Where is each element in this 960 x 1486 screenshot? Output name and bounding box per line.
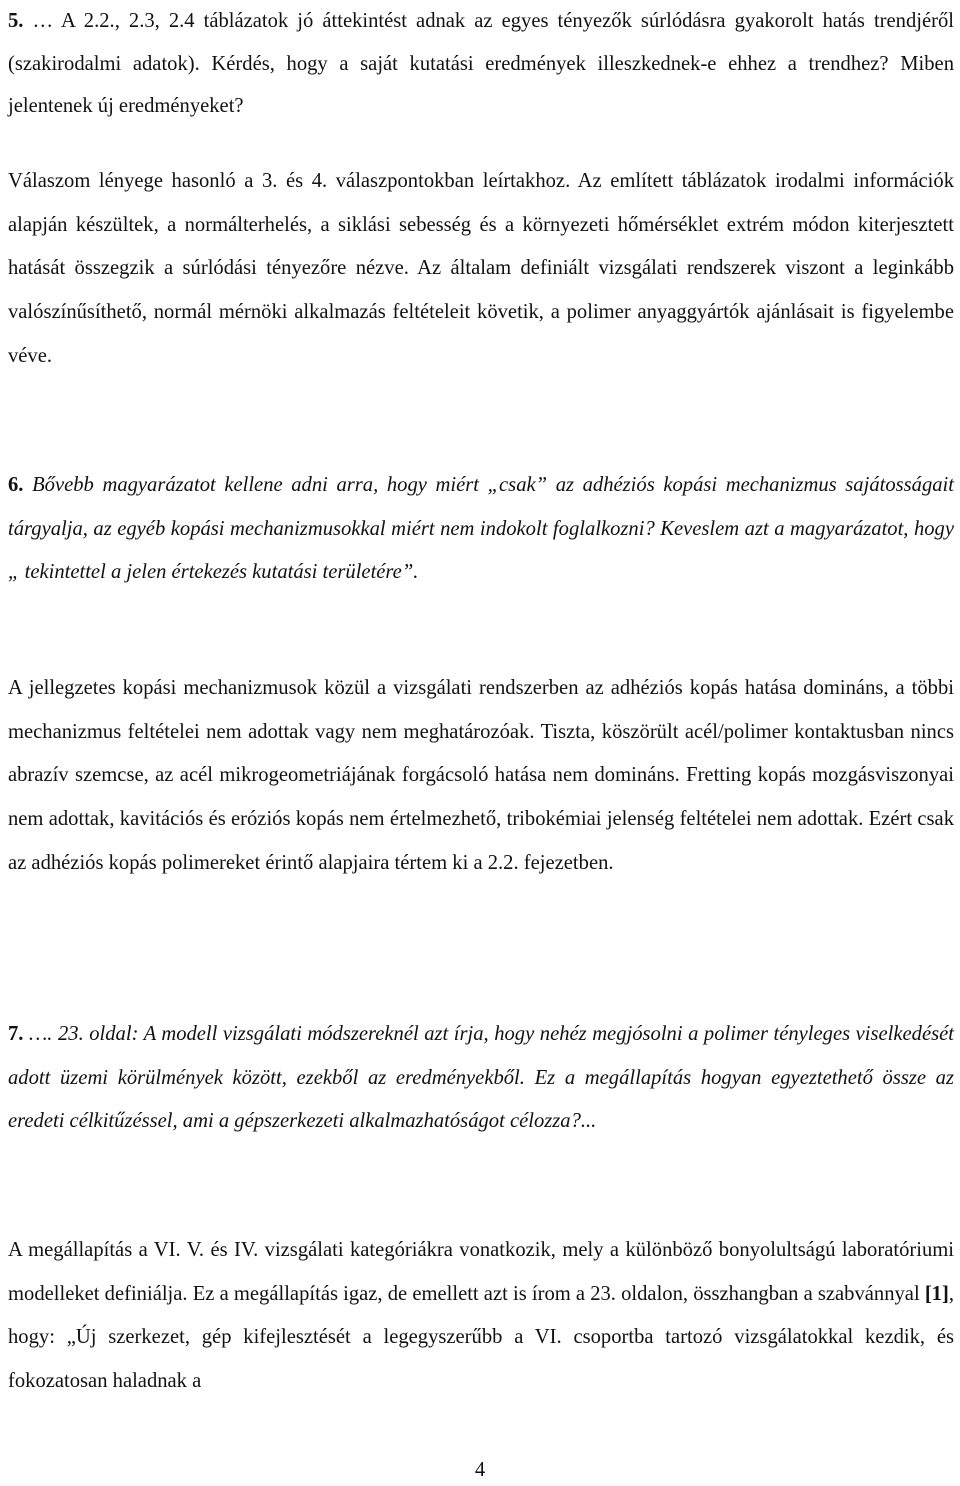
- question-text: …. 23. oldal: A modell vizsgálati módszereknél azt írja, hogy nehéz megjósolni a polimer tényleges viselkedését adott üzemi körülmények között, ezekből az eredményekből. Ez a megállapítás hogyan egyeztethető össze az eredeti célkitűzéssel, ami a gépszerkezeti alkalmazhatóságot célozza?...: [8, 1023, 954, 1132]
- answer-7: [8, 1229, 954, 1404]
- answer-6: A jellegzetes kopási mechanizmusok közül a vizsgálati rendszerben az adhéziós kopás hatása domináns, a többi mechanizmus feltételei nem adottak vagy nem meghatározóak. Tiszta, köszörült acél/polimer kontaktusban nincs abrazív szemcse, az acél mikrogeometriájának forgácsoló hatása nem domináns. Fretting kopás mozgásviszonyai nem adottak, kavitációs és eróziós kopás nem értelmezhető, tribokémiai jelenség feltételei nem adottak. Ezért csak az adhéziós kopás polimereket érintő alapjaira tértem ki a 2.2. fejezetben.: [8, 677, 954, 874]
- question-7: [8, 1013, 954, 1144]
- question-text: Bővebb magyarázatot kellene adni arra, hogy miért „csak” az adhéziós kopási mechanizmus sajátosságait tárgyalja, az egyéb kopási mechanizmusokkal miért nem indokolt foglalkozni? Keveslem azt a magyarázatot, hogy „ tekintettel a jelen értekezés kutatási területére”.: [8, 474, 955, 583]
- question-number: 6.: [8, 474, 24, 496]
- question-number: 7.: [8, 1023, 24, 1045]
- answer-5: Válaszom lényege hasonló a 3. és 4. válaszpontokban leírtakhoz. Az említett táblázatok irodalmi információk alapján készültek, a normálterhelés, a siklási sebesség és a környezeti hőmérséklet extrém módon kiterjesztett hatását összegzik a súrlódási tényezőre nézve. Az általam definiált vizsgálati rendszerek viszont a leginkább valószínűsíthető, normál mérnöki alkalmazás feltételeit követik, a polimer anyaggyártók ajánlásait is figyelembe véve.: [8, 170, 954, 367]
- question-5: [8, 0, 954, 128]
- answer-text-continued: , hogy: „Új szerkezet, gép kifejlesztését a legegyszerűbb a VI. csoportba tartozó vizsgálatokkal kezdik, és fokozatosan haladnak a: [8, 1282, 954, 1393]
- answer-text: A megállapítás a VI. V. és IV. vizsgálati kategóriákra vonatkozik, mely a különböző bonyolultságú laboratóriumi modelleket definiálja. Ez a megállapítás igaz, de emellett azt is írom a 23. oldalon, összhangban a szabvánnyal: [8, 1239, 954, 1305]
- question-number: 5.: [8, 10, 24, 32]
- page-number: 4: [474, 1459, 486, 1481]
- question-text: … A 2.2., 2.3, 2.4 táblázatok jó áttekintést adnak az egyes tényezők súrlódásra gyakorolt hatás trendjéről (szakirodalmi adatok). Kérdés, hogy a saját kutatási eredmények illeszkednek-e ehhez a trendhez? Miben jelentenek új eredményeket?: [8, 10, 955, 117]
- question-6: [8, 464, 954, 595]
- reference-citation: [1]: [924, 1282, 949, 1305]
